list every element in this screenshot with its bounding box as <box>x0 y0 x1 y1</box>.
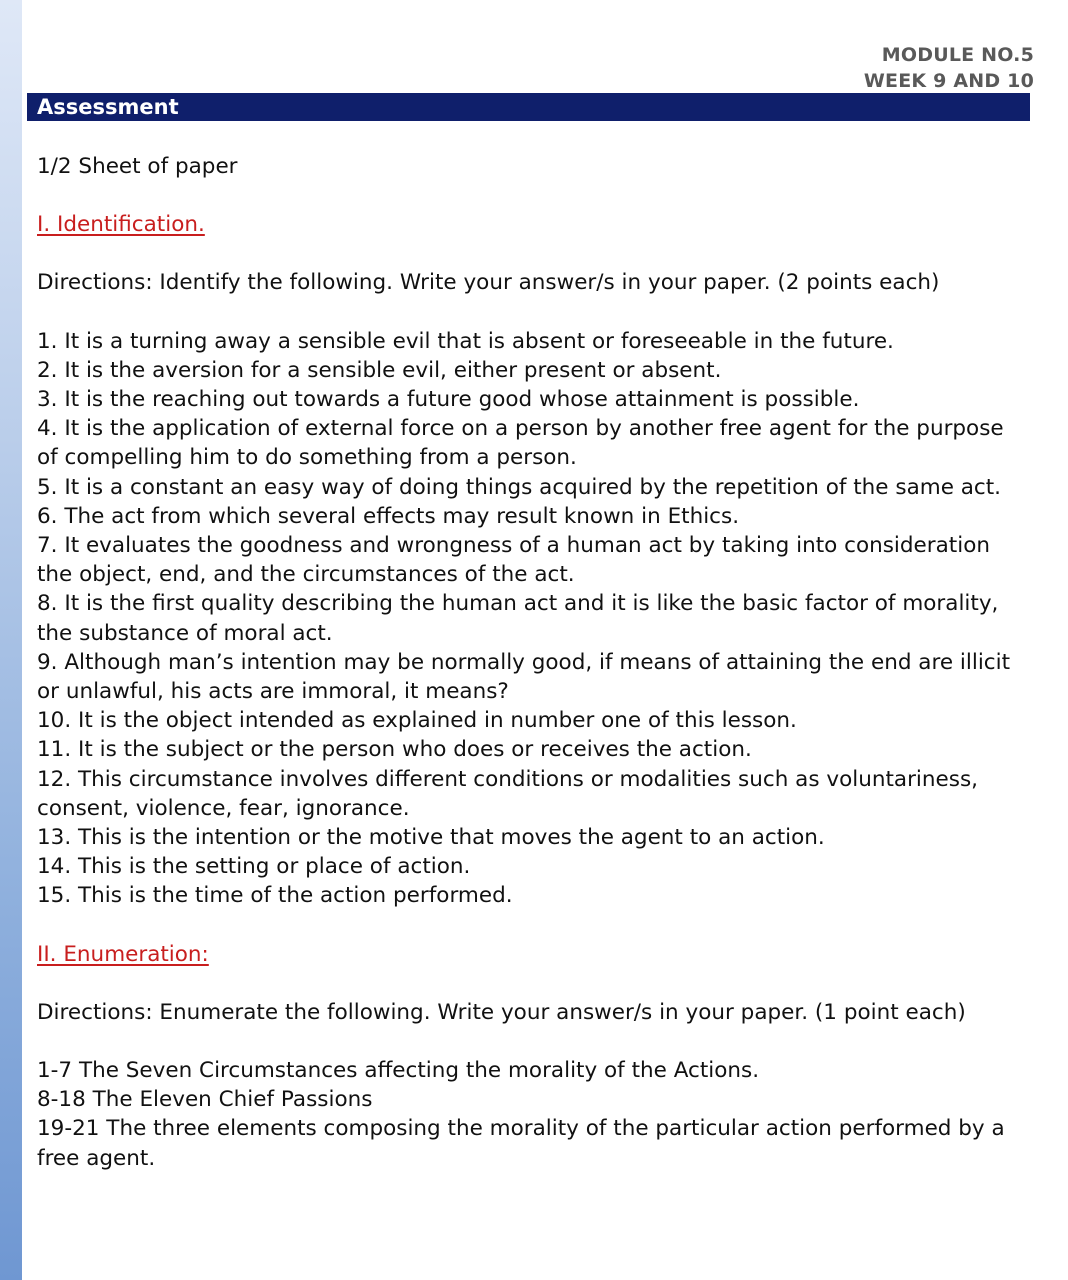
enumeration-item: 8-18 The Eleven Chief Passions <box>37 1087 373 1113</box>
enumeration-list <box>37 1056 1027 1173</box>
identification-item: 8. It is the first quality describing the human act and it is like the basic factor of morality, the substance of moral act. <box>37 591 999 646</box>
enumeration-item: 19-21 The three elements composing the morality of the particular action performed by a free agent. <box>37 1116 1005 1171</box>
identification-item: 7. It evaluates the goodness and wrongness of a human act by taking into consideration the object, end, and the circumstances of the act. <box>37 533 990 588</box>
sheet-note: 1/2 Sheet of paper <box>37 154 238 179</box>
identification-item: 13. This is the intention or the motive that moves the agent to an action. <box>37 825 825 851</box>
identification-directions: Directions: Identify the following. Write your answer/s in your paper. (2 points each) <box>37 270 940 296</box>
week-label: WEEK 9 AND 10 <box>863 70 1034 92</box>
identification-item: 10. It is the object intended as explained in number one of this lesson. <box>37 708 797 734</box>
module-header <box>864 42 1034 94</box>
identification-heading: I. Identification. <box>37 212 205 238</box>
identification-item: 12. This circumstance involves different conditions or modalities such as voluntariness, consent, violence, fear, ignorance. <box>37 766 978 821</box>
assessment-title-bar: Assessment <box>27 93 1030 121</box>
module-number: MODULE NO.5 <box>881 44 1034 66</box>
identification-item: 6. The act from which several effects may result known in Ethics. <box>37 503 740 529</box>
identification-item: 4. It is the application of external force on a person by another free agent for the purpose of compelling him to do something from a person. <box>37 416 1004 471</box>
identification-item: 9. Although man’s intention may be normally good, if means of attaining the end are illicit or unlawful, his acts are immoral, it means? <box>37 649 1011 705</box>
identification-item: 5. It is a constant an easy way of doing things acquired by the repetition of the same act. <box>37 474 1002 500</box>
identification-list <box>37 327 1027 911</box>
identification-item: 3. It is the reaching out towards a future good whose attainment is possible. <box>37 387 860 413</box>
enumeration-directions: Directions: Enumerate the following. Write your answer/s in your paper. (1 point each) <box>37 999 966 1025</box>
enumeration-item: 1-7 The Seven Circumstances affecting the morality of the Actions. <box>37 1058 760 1084</box>
identification-item: 14. This is the setting or place of action. <box>37 854 471 880</box>
side-decoration-strip <box>0 0 22 1280</box>
enumeration-heading: II. Enumeration: <box>37 941 209 967</box>
identification-item: 11. It is the subject or the person who does or receives the action. <box>37 737 752 763</box>
identification-item: 15. This is the time of the action performed. <box>37 883 513 909</box>
assessment-content <box>37 152 1027 1173</box>
identification-item: 2. It is the aversion for a sensible evil, either present or absent. <box>37 357 722 383</box>
identification-item: 1. It is a turning away a sensible evil that is absent or foreseeable in the future. <box>37 328 894 354</box>
